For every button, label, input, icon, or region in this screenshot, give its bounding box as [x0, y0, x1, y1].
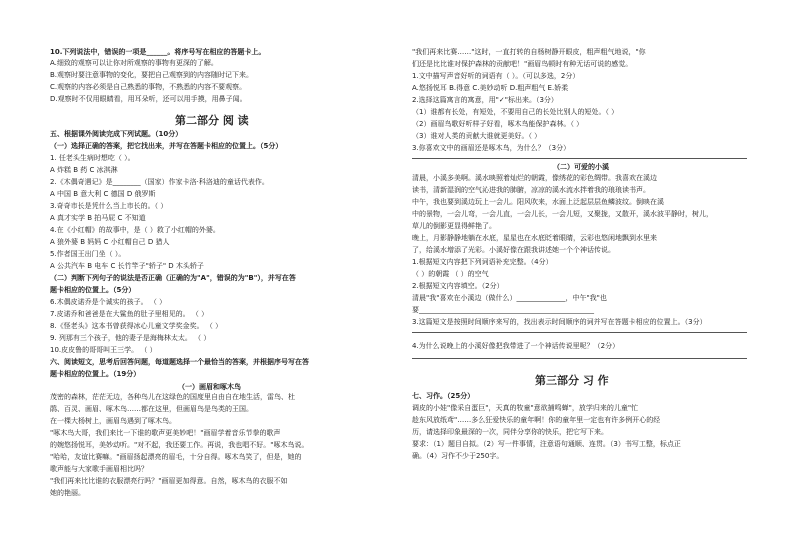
left-text-line: 10.下列说法中，错误的一项是______。将序号写在相应的答题卡上。: [50, 48, 266, 56]
answer-line: [412, 358, 747, 359]
left-text-line: A 真才实学 B 拍马屁 C 不知道: [50, 214, 146, 222]
left-text-line: 5.作者国王出门坐（ ）。: [50, 250, 126, 258]
left-text-line: 她的艳丽。: [50, 489, 85, 497]
answer-line: [412, 332, 747, 333]
right-text-line: A.悠扬悦耳 B.得意 C.美妙动听 D.粗声粗气 E.娇柔: [412, 84, 569, 92]
right-text-line: 们还是比比谁对保护森林的贡献吧！"画眉鸟顿时有种无话可说的感觉。: [412, 60, 633, 68]
left-text-line: 鹃、百灵、画眉、啄木鸟……都在这里，但画眉鸟是鸟类的王国。: [50, 405, 253, 413]
right-text-line: 调皮的小娃"像采自蛋巨"，天真的牧童"意欲捕鸣蝉"，放学归来的儿童"忙: [412, 404, 639, 412]
left-text-line: 7.皮诺乔和爸爸是在大鲨鱼的肚子里相见的。 （ ）: [50, 310, 209, 318]
right-text-line: （1）谁都有长处，有短处，不要用自己的长处比别人的短处。（ ）: [412, 108, 619, 116]
left-text-line: D.观察时不仅用眼睛看，用耳朵听，还可以用手摸，用鼻子闻。: [50, 95, 247, 103]
left-text-line: 10.皮皮鲁的哥哥叫王三学。 （ ）: [50, 346, 157, 354]
right-text-line: 草儿的倒影更显得鲜艳了。: [412, 222, 496, 230]
right-text-line: 历，请选择印象最深的一次，同伴分享你的快乐，把它写下来。: [412, 428, 608, 436]
right-text-line: "我们再来比赛……"这时，一直打转的自杨树静开眼皮，粗声粗气地说，"你: [412, 48, 646, 56]
right-text-line: 了，给溪水增添了光彩。小溪好像在跟我讲述她一个个神话传说。: [412, 246, 615, 254]
left-text-line: 2.《木偶奇遇记》是________（国家）作家卡洛·科洛迪的童话代表作。: [50, 178, 269, 186]
left-text-line: 4.在《小红帽》的故事中，是（ ）救了小红帽的外婆。: [50, 226, 220, 234]
right-text-line: 3.你喜欢文中的画眉还是啄木鸟，为什么？（3分）: [412, 144, 571, 152]
left-text-line: 6.木偶皮诺乔是个诚实的孩子。 （ ）: [50, 298, 167, 306]
left-text-line: 歌声能与大家歌手画眉相比吗？: [50, 465, 148, 473]
left-text-line: 茂密的森林，茫茫无边，各种鸟儿在这绿色的国度里自由自在地生活，雷鸟、杜: [50, 393, 295, 401]
left-text-line: 的婉悠扬悦耳，美妙动听。"对不起，我还要工作。再说，我也唱不好。"啄木鸟说。: [50, 441, 309, 449]
left-text-line: 1. 任老头生病时想吃（ ）。: [50, 154, 135, 162]
left-text-line: A 公共汽车 B 电车 C 长竹竿子"轿子" D 木头轿子: [50, 262, 204, 270]
left-text-line: A 狼外婆 B 妈妈 C 小红帽自己 D 猎人: [50, 238, 170, 246]
right-text-line: （2）画眉鸟歌好听样子好看，啄木鸟能保护森林。（ ）: [412, 120, 584, 128]
left-text-line: "哈哈，友谊比赛嘛。"画眉扬起漂亮的眉毛，十分自得。啄木鸟笑了，但是，她的: [50, 453, 302, 461]
answer-line: [412, 158, 747, 159]
right-text-line: 要求：（1）题目自拟。（2）写一件事情，注意语句通顺、连贯。（3）书写工整，标点正: [412, 440, 681, 448]
right-text-line: 中午，我也要到溪边玩上一会儿。阳风吹来，水面上泛起层层鱼鳞波纹。倒映在溪: [412, 198, 664, 206]
right-text-line: 要__________________________________________________: [412, 306, 594, 314]
left-text-line: 9. 列那有三个孩子，他的妻子是海梅林太太。 （ ）: [50, 334, 211, 342]
left-text-line: A.细致的观察可以让你对所观察的事物有更深的了解。: [50, 59, 218, 67]
right-text-line: 清晨，小溪多美啊。溪水映照着灿烂的朝霞，像绣花的彩色绸带。我喜欢在溪边: [412, 174, 657, 182]
left-text-line: 六、阅读短文，思考后回答问题，每道题选择一个最恰当的答案，并根据序号写在答: [50, 358, 309, 366]
left-text-line: 8.《怪老头》这本书曾获得冰心儿童文学奖金奖。 （ ）: [50, 322, 223, 330]
right-text-line: 2.根据短文内容填空。（2分）: [412, 282, 504, 290]
left-text-line: 在一棵大杨树上，画眉鸟遇到了啄木鸟。: [50, 417, 176, 425]
part2-heading: 第二部分 阅 读: [175, 114, 249, 127]
right-text-line: （3）谁对人类的贡献大谁就更美好。（ ）: [412, 132, 542, 140]
left-text-line: A 炸糕 B 药 C 冰淇淋: [50, 166, 118, 174]
right-text-line: 七、习作。（25分）: [412, 392, 475, 400]
left-text-line: （二）判断下列句子的说法是否正确（正确的为"A"，错误的为"B"），并写在答: [50, 274, 296, 282]
part3-heading: 第三部分 习 作: [535, 374, 609, 387]
right-text-line: 3.这篇短文是按照时间顺序来写的，找出表示时间顺序的词并写在答题卡相应的位置上。（3分）: [412, 318, 707, 326]
left-text-line: 题卡相应的位置上。（5分）: [50, 286, 136, 294]
right-text-line: 清晨"我"喜欢在小溪边（做什么）______________，中午"我"也: [412, 294, 607, 302]
left-text-line: A 中国 B 意大利 C 德国 D 俄罗斯: [50, 190, 156, 198]
right-text-line: 中的景物，一会儿弯，一会儿直，一会儿长，一会儿短，又聚拢，又散开，溪水波平静时，树儿，: [412, 210, 713, 218]
right-text-line: 读书，清新湿润的空气沁进我的肺腑，凉凉的溪水流水拌着我的琅琅读书声。: [412, 186, 650, 194]
right-text-line: 趁东风放纸鸢"……多么狂爱快乐的童年啊！你的童年里一定也有许多例开心的经: [412, 416, 661, 424]
left-text-line: "啄木鸟大哥，我们来比一下谁的歌声更美妙吧！"画眉学着音乐节拳的歌声: [50, 429, 281, 437]
right-text-line: 1.根据短文内容把下列词语补充完整。（4分）: [412, 258, 553, 266]
left-text-line: 题卡相应的位置上。（19分）: [50, 370, 141, 378]
right-text-line: 2.选择这篇寓言的寓意，用"✓"标出来。（3分）: [412, 96, 558, 104]
right-text-line: 确。（4）习作不少于250字。: [412, 452, 504, 460]
left-text-line: "我们再来比比谁的衣服漂亮行吗？"画眉更加得意。自然，啄木鸟的衣服不如: [50, 477, 288, 485]
left-text-line: 五、根据课外阅读完成下列试题。（10分）: [50, 130, 183, 138]
left-text-line: 3.奇奇市长是凭什么当上市长的。（ ）: [50, 202, 168, 210]
story1-title: （一）画眉和啄木鸟: [178, 383, 241, 391]
story2-title: （二）可爱的小溪: [553, 163, 609, 171]
left-text-line: B.观察时要注意事物的变化，要把自己观察到的内容随时记下来。: [50, 71, 254, 79]
left-text-line: C.观察的内容必须是自己熟悉的事物，不熟悉的内容不要观察。: [50, 83, 247, 91]
right-text-line: 4.为什么说晚上的小溪好像把我带进了一个神话传说里呢？（2分）: [412, 342, 620, 350]
right-text-line: 1.文中描写声音好听的词语有（ ）。（可以多选，2分）: [412, 72, 580, 80]
left-text-line: （一）选择正确的答案，把它找出来，并写在答题卡相应的位置上。（5分）: [50, 142, 283, 150]
right-text-line: （ ）的朝霞 （ ）的空气: [412, 270, 489, 278]
right-text-line: 晚上，月影静静地躺在水底，星星也在水底眨着眼睛，云彩也悠闲地飘到水里来: [412, 234, 657, 242]
